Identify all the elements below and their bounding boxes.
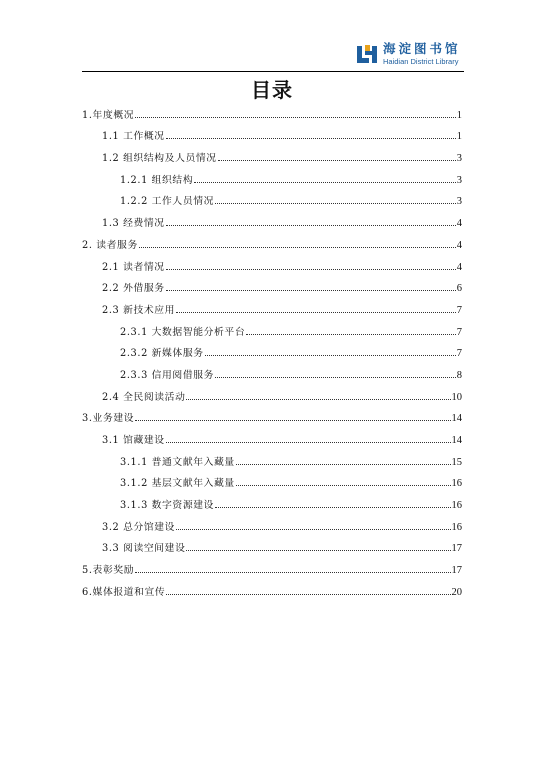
- toc-entry[interactable]: [82, 316, 462, 338]
- toc-leader-dots: [205, 355, 456, 356]
- toc-entry-page: 14: [451, 435, 462, 446]
- toc-entry-title: 2.3.3 信用阅借服务: [120, 369, 215, 381]
- toc-entry-page: 7: [456, 348, 462, 360]
- toc-entry[interactable]: [82, 99, 462, 121]
- toc-entry-title: 3.1.1 普通文献年入藏量: [120, 456, 235, 468]
- toc-entry[interactable]: [82, 533, 462, 555]
- header-divider: [82, 71, 464, 72]
- toc-entry[interactable]: [82, 468, 462, 490]
- library-logo-icon: [356, 43, 378, 65]
- toc-entry-page: 14: [451, 413, 462, 425]
- toc-leader-dots: [166, 594, 450, 595]
- toc-entry[interactable]: [82, 338, 462, 360]
- toc-entry-title: 3.2 总分馆建设: [102, 521, 176, 533]
- toc-entry-title: 2.3.2 新媒体服务: [120, 348, 204, 360]
- toc-leader-dots: [176, 312, 456, 313]
- toc-entry-title: 2.3.1 大数据智能分析平台: [120, 326, 246, 338]
- toc-entry-page: 17: [451, 543, 462, 555]
- toc-leader-dots: [166, 442, 451, 443]
- toc-entry-title: 2. 读者服务: [82, 239, 138, 251]
- toc-leader-dots: [236, 485, 451, 486]
- toc-leader-dots: [166, 269, 456, 270]
- toc-entry-title: 1.年度概况: [82, 109, 135, 121]
- toc-entry-page: 4: [456, 218, 462, 230]
- toc-entry[interactable]: [82, 554, 462, 576]
- toc-leader-dots: [215, 507, 450, 508]
- toc-leader-dots: [246, 334, 456, 335]
- toc-entry[interactable]: [82, 164, 462, 186]
- toc-leader-dots: [218, 160, 456, 161]
- toc-entry-page: 7: [456, 304, 462, 316]
- toc-entry-title: 3.1.2 基层文献年入藏量: [120, 478, 235, 490]
- toc-entry[interactable]: [82, 229, 462, 251]
- toc-entry-title: 1.2 组织结构及人员情况: [102, 153, 217, 165]
- toc-leader-dots: [176, 529, 450, 530]
- toc-entry[interactable]: [82, 142, 462, 164]
- toc-entry-page: 6: [456, 283, 462, 295]
- toc-entry[interactable]: [82, 251, 462, 273]
- toc-entry[interactable]: [82, 207, 462, 229]
- toc-entry[interactable]: [82, 576, 462, 598]
- toc-entry[interactable]: [82, 359, 462, 381]
- toc-leader-dots: [166, 138, 456, 139]
- toc-entry-page: 4: [456, 261, 462, 273]
- toc-entry-title: 2.2 外借服务: [102, 283, 165, 295]
- toc-entry-title: 3.业务建设: [82, 413, 135, 425]
- toc-entry[interactable]: [82, 403, 462, 425]
- toc-title: 目录: [251, 78, 293, 102]
- toc-entry[interactable]: [82, 294, 462, 316]
- toc-leader-dots: [215, 203, 456, 204]
- toc-entry-title: 3.1.3 数字资源建设: [120, 500, 215, 512]
- toc-entry-title: 3.3 阅读空间建设: [102, 543, 186, 555]
- toc-leader-dots: [166, 225, 456, 226]
- toc-entry-title: 2.1 读者情况: [102, 261, 165, 273]
- toc-entry-page: 16: [451, 500, 462, 512]
- toc-leader-dots: [166, 290, 456, 291]
- toc-entry-title: 3.1 馆藏建设: [102, 435, 165, 446]
- logo-chinese-name: 海淀图书馆: [383, 41, 461, 56]
- toc-entry-page: 8: [456, 369, 462, 381]
- table-of-contents: [82, 99, 462, 598]
- toc-entry-page: 10: [451, 391, 462, 403]
- toc-entry[interactable]: [82, 121, 462, 143]
- toc-entry-title: 1.1 工作概况: [102, 131, 165, 143]
- toc-entry-page: 16: [451, 478, 462, 490]
- toc-entry-page: 17: [451, 565, 462, 577]
- toc-leader-dots: [135, 420, 450, 421]
- toc-entry[interactable]: [82, 446, 462, 468]
- toc-entry-title: 1.2.2 工作人员情况: [120, 196, 215, 208]
- toc-entry-title: 1.2.1 组织结构: [120, 174, 194, 186]
- toc-entry-page: 7: [456, 326, 462, 338]
- toc-entry-page: 3: [456, 174, 462, 186]
- toc-entry-title: 1.3 经费情况: [102, 218, 165, 230]
- toc-entry-page: 15: [451, 456, 462, 468]
- toc-entry[interactable]: [82, 381, 462, 403]
- toc-entry-page: 1: [456, 109, 462, 121]
- toc-entry-page: 3: [456, 196, 462, 208]
- toc-entry-page: 3: [456, 153, 462, 165]
- toc-entry-title: 6.媒体报道和宣传: [82, 586, 166, 598]
- toc-leader-dots: [236, 464, 451, 465]
- toc-leader-dots: [139, 247, 456, 248]
- toc-entry-title: 2.4 全民阅读活动: [102, 391, 186, 403]
- logo-english-name: Haidian District Library: [383, 56, 459, 66]
- toc-leader-dots: [135, 117, 456, 118]
- toc-entry[interactable]: [82, 186, 462, 208]
- toc-leader-dots: [215, 377, 456, 378]
- toc-entry-title: 2.3 新技术应用: [102, 304, 176, 316]
- toc-entry-page: 4: [456, 239, 462, 251]
- toc-leader-dots: [186, 550, 450, 551]
- toc-entry[interactable]: [82, 424, 462, 446]
- toc-entry[interactable]: [82, 511, 462, 533]
- toc-entry-page: 1: [456, 131, 462, 143]
- toc-entry-page: 16: [451, 521, 462, 533]
- toc-leader-dots: [186, 399, 450, 400]
- library-logo: [356, 43, 461, 65]
- toc-entry[interactable]: [82, 273, 462, 295]
- toc-entry-title: 5.表彰奖励: [82, 565, 135, 577]
- toc-entry-page: 20: [451, 586, 462, 598]
- toc-leader-dots: [194, 182, 456, 183]
- toc-leader-dots: [135, 572, 450, 573]
- toc-entry[interactable]: [82, 489, 462, 511]
